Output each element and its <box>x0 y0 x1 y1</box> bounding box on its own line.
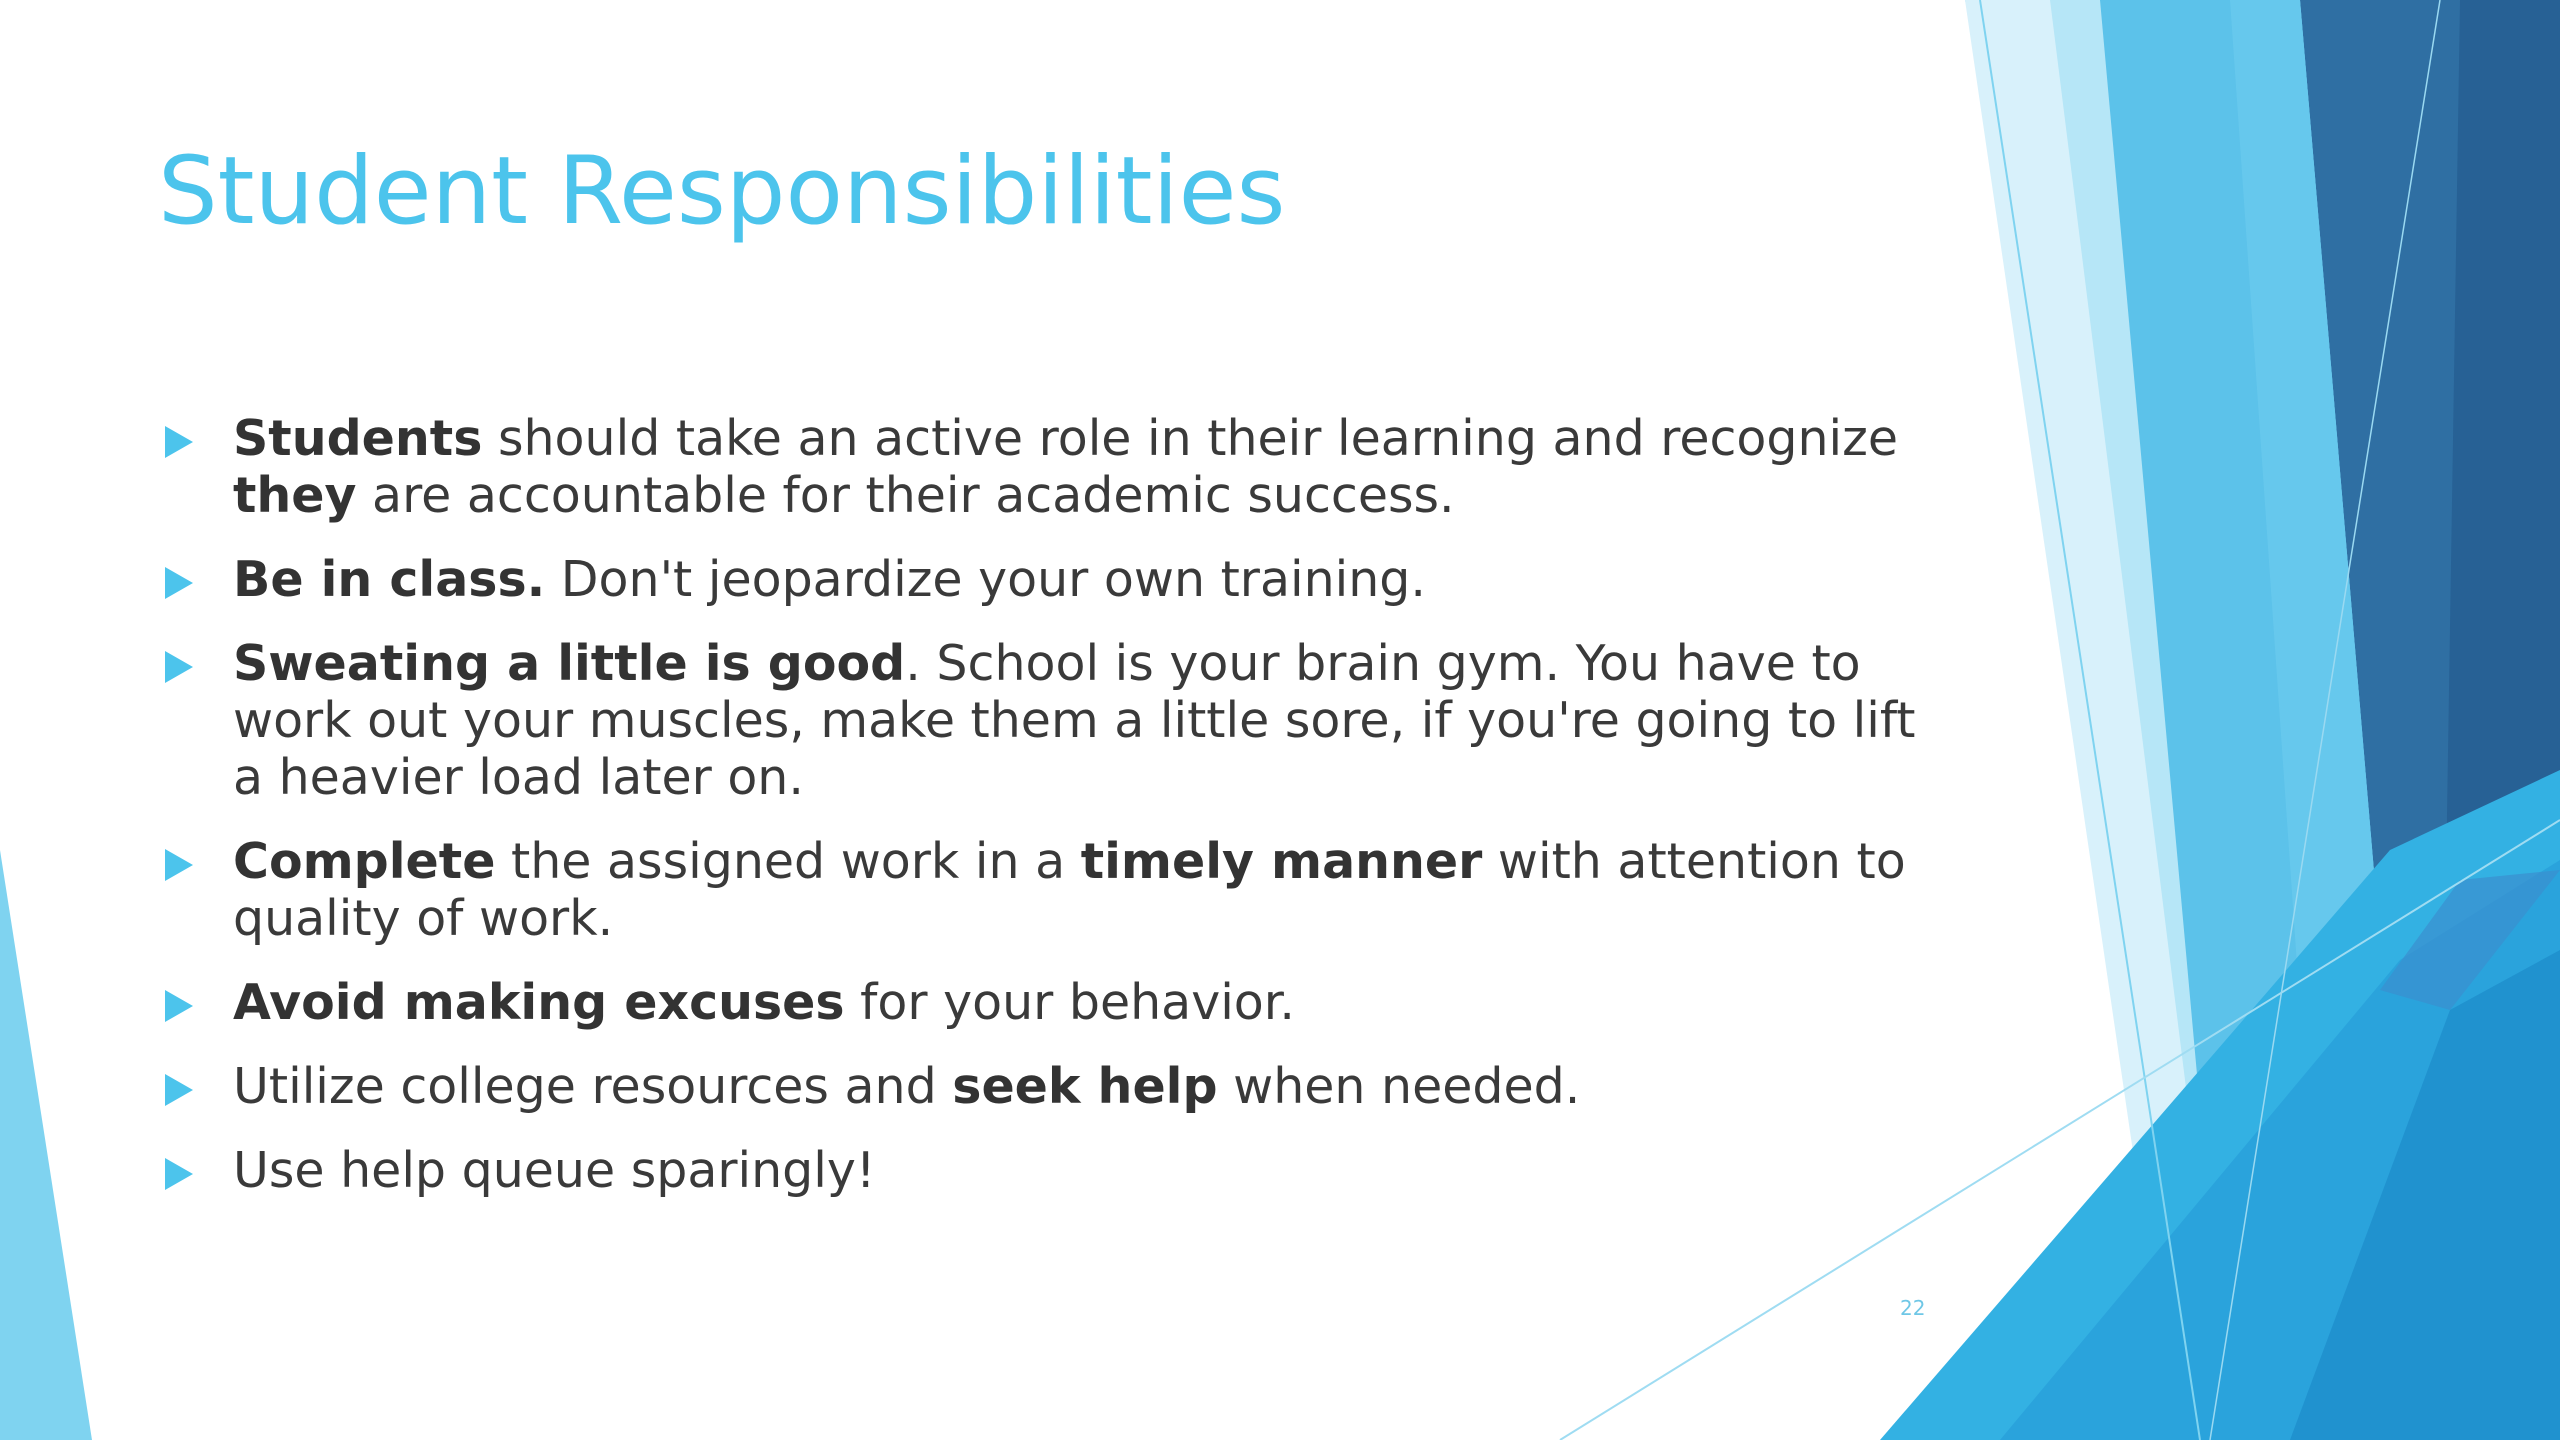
triangle-bullet-icon <box>165 426 193 458</box>
bullet-text <box>233 833 1906 947</box>
triangle-bullet-icon <box>165 567 193 599</box>
text-run: Use help queue sparingly! <box>233 1142 876 1199</box>
bullet-item <box>160 635 1920 806</box>
bullet-list <box>160 410 1920 1226</box>
bullet-text <box>233 1058 1580 1115</box>
text-run: with attention to quality of work. <box>233 833 1906 947</box>
triangle-bullet-icon <box>165 1074 193 1106</box>
triangle-bullet-icon <box>165 1158 193 1190</box>
slide-number: 22 <box>1900 1296 1926 1320</box>
bold-text: Complete <box>233 833 496 890</box>
bullet-item <box>160 410 1920 524</box>
triangle-bullet-icon <box>165 651 193 683</box>
bold-text: Avoid making excuses <box>233 974 845 1031</box>
bold-text: Students <box>233 410 483 467</box>
triangle-bullet-icon <box>165 849 193 881</box>
text-run: for your behavior. <box>844 974 1296 1031</box>
bullet-item <box>160 833 1920 947</box>
bullet-text <box>233 410 1898 524</box>
bullet-item <box>160 1058 1920 1115</box>
slide-title: Student Responsibilities <box>158 137 1286 246</box>
bullet-text <box>233 974 1295 1031</box>
text-run: the assigned work in a <box>495 833 1081 890</box>
bullet-item <box>160 1142 1920 1199</box>
bullet-text <box>233 551 1426 608</box>
text-run: should take an active role in their learning and recognize <box>482 410 1899 467</box>
bold-text: they <box>233 467 357 524</box>
bullet-text <box>233 1142 876 1199</box>
bold-text: timely manner <box>1080 833 1483 890</box>
text-run: Don't jeopardize your own training. <box>545 551 1426 608</box>
text-run: . School is your brain gym. You have to work out your muscles, make them a little sore, if you're going to lift a heavier load later on. <box>233 635 1916 806</box>
text-run: Utilize college resources and <box>233 1058 953 1115</box>
text-run: are accountable for their academic success. <box>356 467 1455 524</box>
text-run: when needed. <box>1217 1058 1581 1115</box>
bold-text: Be in class. <box>233 551 546 608</box>
bold-text: Sweating a little is good <box>233 635 906 692</box>
triangle-bullet-icon <box>165 990 193 1022</box>
bullet-text <box>233 635 1916 806</box>
bold-text: seek help <box>952 1058 1218 1115</box>
bullet-item <box>160 551 1920 608</box>
bullet-item <box>160 974 1920 1031</box>
